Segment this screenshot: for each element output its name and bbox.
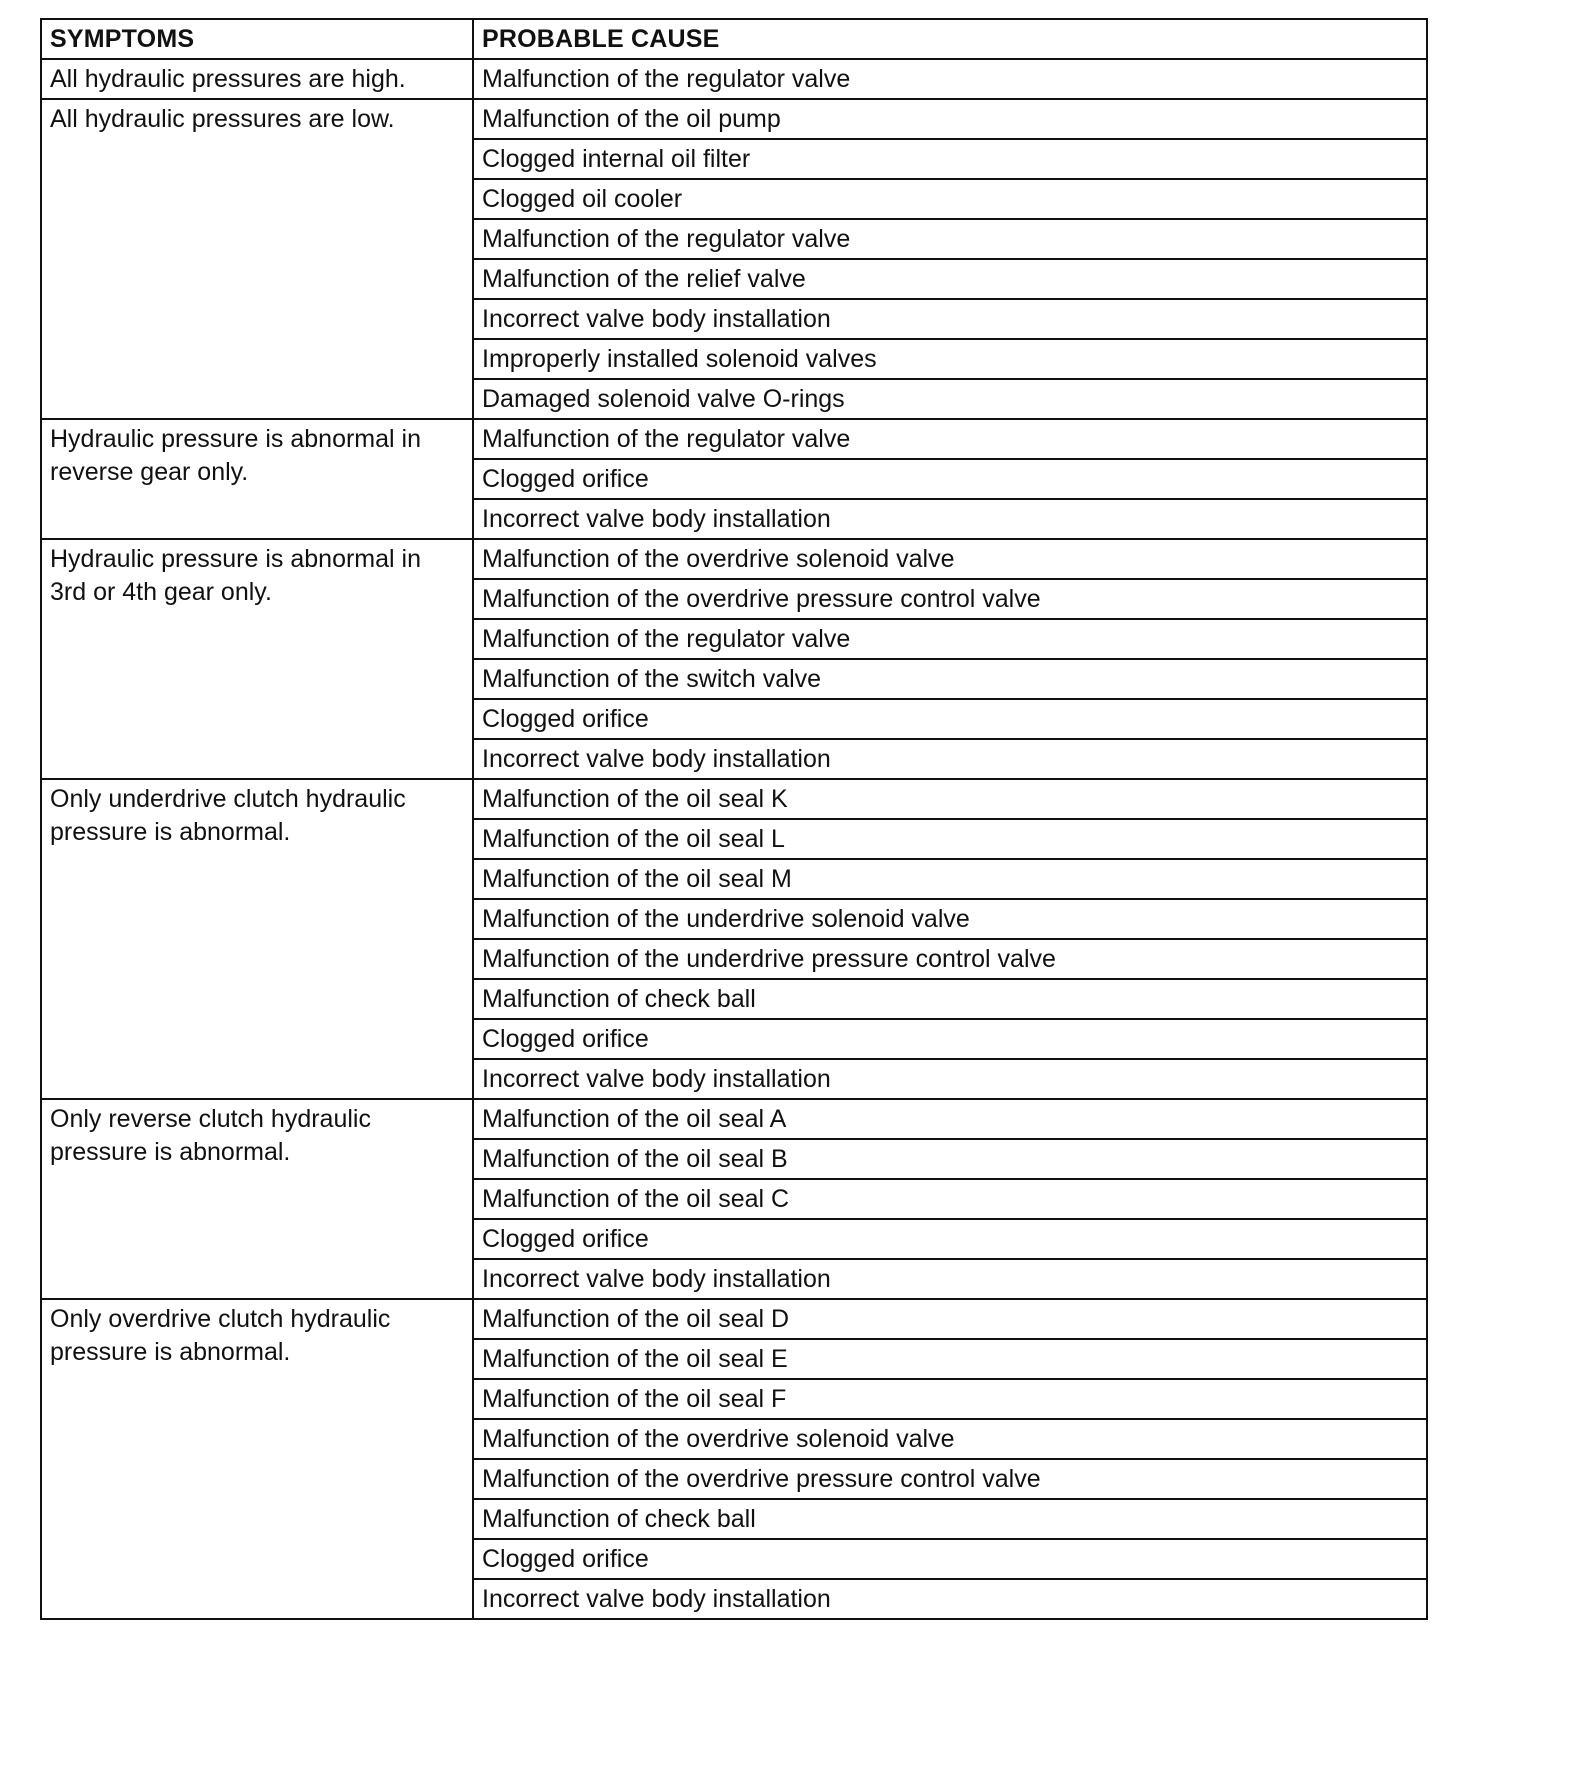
probable-cause-cell: Malfunction of the switch valve xyxy=(473,659,1427,699)
probable-cause-cell: Malfunction of the overdrive solenoid valve xyxy=(473,1419,1427,1459)
probable-cause-cell: Clogged orifice xyxy=(473,1219,1427,1259)
probable-cause-cell: Malfunction of the oil seal C xyxy=(473,1179,1427,1219)
header-row xyxy=(41,19,1427,59)
probable-cause-cell: Clogged orifice xyxy=(473,699,1427,739)
probable-cause-cell: Incorrect valve body installation xyxy=(473,739,1427,779)
probable-cause-cell: Malfunction of the oil seal F xyxy=(473,1379,1427,1419)
probable-cause-cell: Damaged solenoid valve O-rings xyxy=(473,379,1427,419)
troubleshooting-table-container xyxy=(40,18,1426,1620)
probable-cause-cell: Incorrect valve body installation xyxy=(473,299,1427,339)
probable-cause-cell: Malfunction of the oil seal K xyxy=(473,779,1427,819)
symptom-cell: Only overdrive clutch hydraulic pressure is abnormal. xyxy=(41,1299,473,1619)
probable-cause-cell: Malfunction of the overdrive pressure control valve xyxy=(473,1459,1427,1499)
probable-cause-cell: Malfunction of the relief valve xyxy=(473,259,1427,299)
troubleshooting-table xyxy=(40,18,1428,1620)
probable-cause-cell: Incorrect valve body installation xyxy=(473,499,1427,539)
probable-cause-cell: Malfunction of the regulator valve xyxy=(473,419,1427,459)
probable-cause-cell: Clogged oil cooler xyxy=(473,179,1427,219)
probable-cause-cell: Incorrect valve body installation xyxy=(473,1579,1427,1619)
probable-cause-cell: Malfunction of the oil seal L xyxy=(473,819,1427,859)
probable-cause-header: PROBABLE CAUSE xyxy=(473,19,1427,59)
symptom-cell: Hydraulic pressure is abnormal in reverse gear only. xyxy=(41,419,473,539)
table-body xyxy=(41,59,1427,1619)
table-row xyxy=(41,1099,1427,1139)
probable-cause-cell: Clogged orifice xyxy=(473,459,1427,499)
probable-cause-cell: Malfunction of the overdrive pressure control valve xyxy=(473,579,1427,619)
probable-cause-cell: Clogged orifice xyxy=(473,1539,1427,1579)
table-row xyxy=(41,419,1427,459)
symptom-cell: All hydraulic pressures are high. xyxy=(41,59,473,99)
probable-cause-cell: Improperly installed solenoid valves xyxy=(473,339,1427,379)
symptom-cell: Only underdrive clutch hydraulic pressure is abnormal. xyxy=(41,779,473,1099)
probable-cause-cell: Incorrect valve body installation xyxy=(473,1259,1427,1299)
table-row xyxy=(41,1299,1427,1339)
table-row xyxy=(41,99,1427,139)
symptom-cell: All hydraulic pressures are low. xyxy=(41,99,473,419)
probable-cause-cell: Malfunction of the oil seal B xyxy=(473,1139,1427,1179)
probable-cause-cell: Clogged orifice xyxy=(473,1019,1427,1059)
probable-cause-cell: Incorrect valve body installation xyxy=(473,1059,1427,1099)
probable-cause-cell: Malfunction of the oil seal E xyxy=(473,1339,1427,1379)
symptom-cell: Only reverse clutch hydraulic pressure is abnormal. xyxy=(41,1099,473,1299)
symptom-cell: Hydraulic pressure is abnormal in 3rd or 4th gear only. xyxy=(41,539,473,779)
probable-cause-cell: Malfunction of the regulator valve xyxy=(473,59,1427,99)
symptoms-header: SYMPTOMS xyxy=(41,19,473,59)
table-row xyxy=(41,779,1427,819)
table-row xyxy=(41,539,1427,579)
probable-cause-cell: Malfunction of check ball xyxy=(473,979,1427,1019)
probable-cause-cell: Malfunction of the overdrive solenoid valve xyxy=(473,539,1427,579)
probable-cause-cell: Malfunction of the oil seal D xyxy=(473,1299,1427,1339)
probable-cause-cell: Malfunction of check ball xyxy=(473,1499,1427,1539)
probable-cause-cell: Malfunction of the oil pump xyxy=(473,99,1427,139)
probable-cause-cell: Malfunction of the oil seal A xyxy=(473,1099,1427,1139)
probable-cause-cell: Clogged internal oil filter xyxy=(473,139,1427,179)
table-row xyxy=(41,59,1427,99)
probable-cause-cell: Malfunction of the regulator valve xyxy=(473,619,1427,659)
probable-cause-cell: Malfunction of the underdrive pressure control valve xyxy=(473,939,1427,979)
probable-cause-cell: Malfunction of the oil seal M xyxy=(473,859,1427,899)
probable-cause-cell: Malfunction of the regulator valve xyxy=(473,219,1427,259)
probable-cause-cell: Malfunction of the underdrive solenoid valve xyxy=(473,899,1427,939)
